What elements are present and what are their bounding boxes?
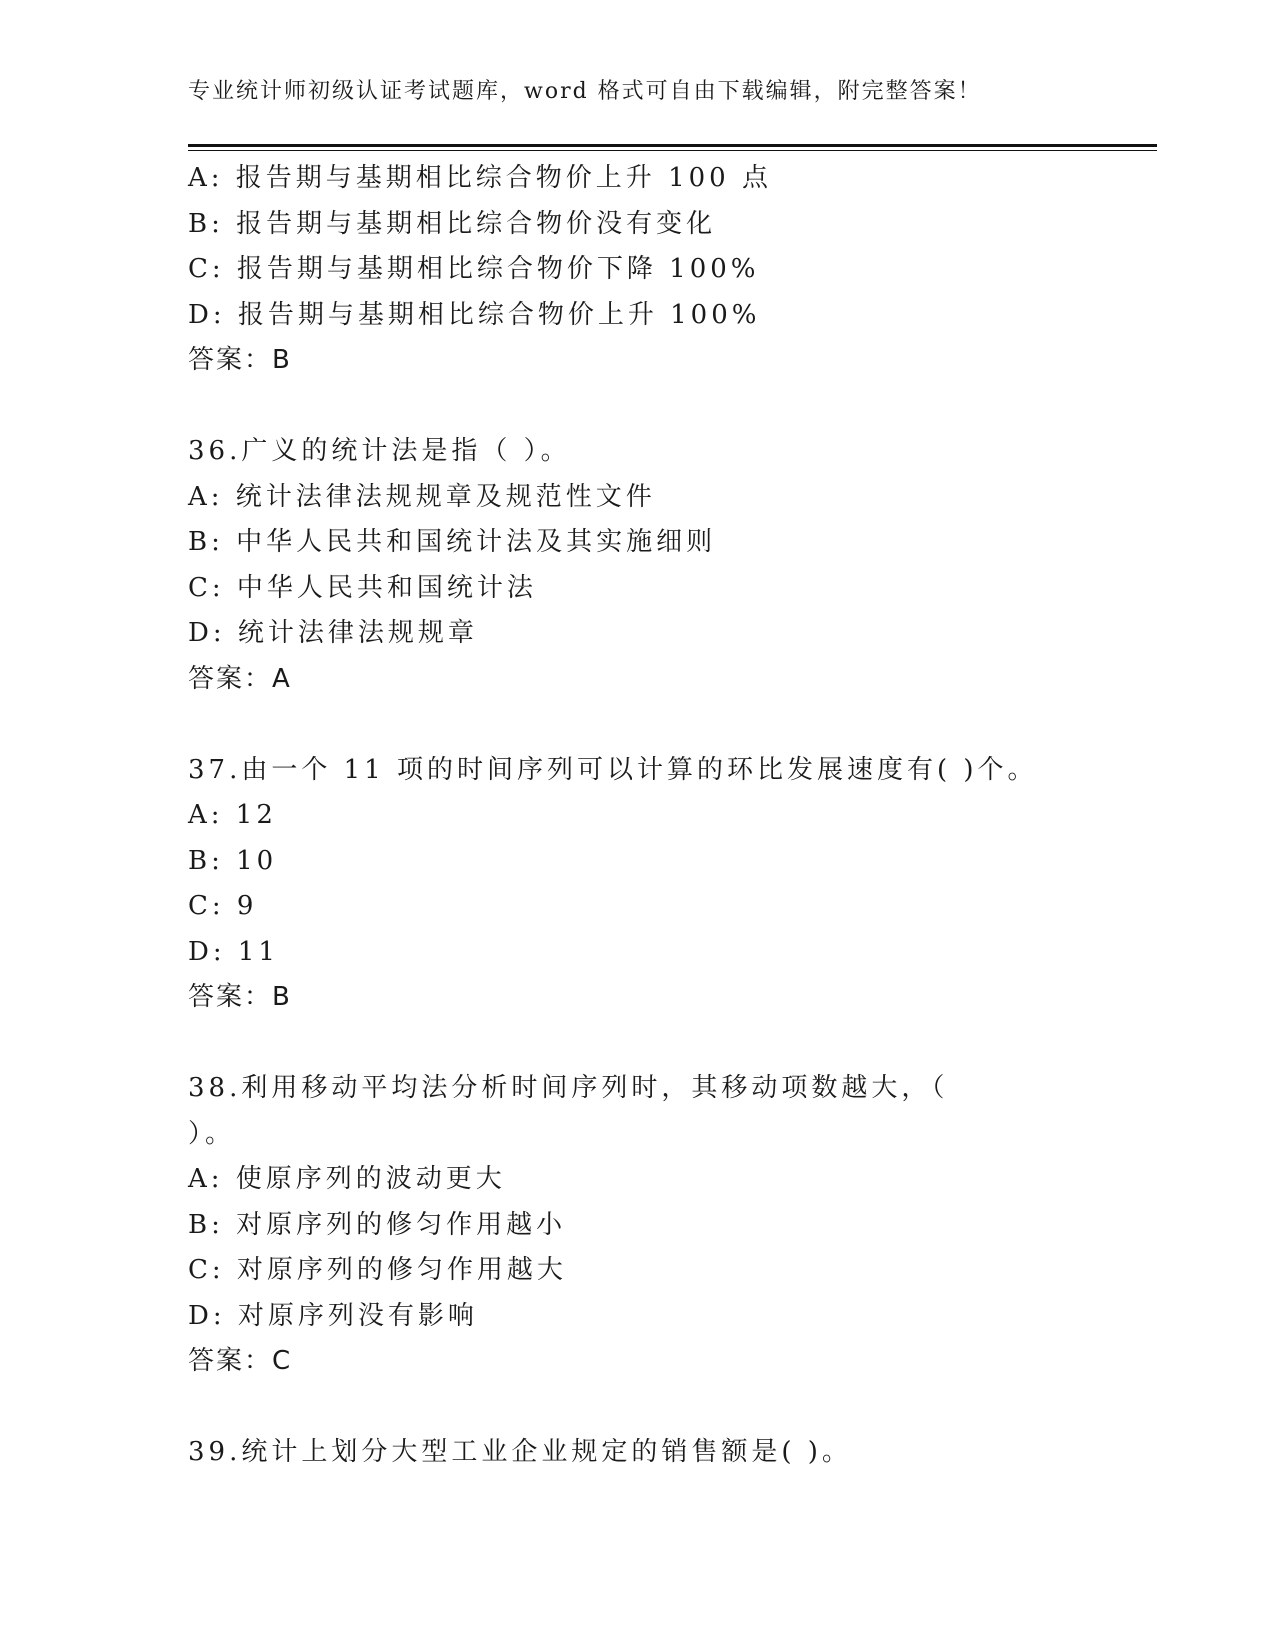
option-b: B: 对原序列的修匀作用越小 bbox=[188, 1209, 567, 1240]
question-text-continued: ）。 bbox=[188, 1118, 236, 1149]
question-35-block bbox=[188, 156, 1157, 384]
option-c: C: 中华人民共和国统计法 bbox=[188, 572, 537, 603]
option-a: A: 使原序列的波动更大 bbox=[188, 1164, 506, 1194]
question-39-block bbox=[188, 1430, 1157, 1476]
option-b: B: 中华人民共和国统计法及其实施细则 bbox=[188, 527, 717, 557]
option-d: D: 报告期与基期相比综合物价上升 100% bbox=[188, 299, 761, 330]
option-b: B: 报告期与基期相比综合物价没有变化 bbox=[188, 208, 717, 239]
answer-line: 答案：B bbox=[188, 345, 292, 375]
header-rule-thick bbox=[188, 144, 1157, 147]
answer-line: 答案：A bbox=[188, 663, 292, 694]
option-d: D: 对原序列没有影响 bbox=[188, 1300, 478, 1331]
answer-line: 答案：C bbox=[188, 1346, 293, 1376]
header-rule-thin bbox=[188, 150, 1157, 151]
option-a: A: 12 bbox=[188, 800, 277, 830]
question-text: 37.由一个 11 项的时间序列可以计算的环比发展速度有( )个。 bbox=[188, 754, 1038, 785]
question-text: 36.广义的统计法是指（ ）。 bbox=[188, 436, 571, 466]
spacer bbox=[188, 702, 1157, 748]
option-a: A: 报告期与基期相比综合物价上升 100 点 bbox=[188, 163, 772, 193]
option-d: D: 统计法律法规规章 bbox=[188, 618, 478, 648]
spacer bbox=[188, 384, 1157, 430]
option-a: A: 统计法律法规规章及规范性文件 bbox=[188, 481, 656, 512]
option-d: D: 11 bbox=[188, 936, 279, 967]
question-36-block bbox=[188, 429, 1157, 702]
question-list bbox=[188, 156, 1157, 1476]
option-b: B: 10 bbox=[188, 845, 278, 876]
answer-line: 答案：B bbox=[188, 982, 292, 1012]
question-37-block bbox=[188, 748, 1157, 1021]
question-text: 38.利用移动平均法分析时间序列时，其移动项数越大，（ bbox=[188, 1073, 949, 1103]
document-header: 专业统计师初级认证考试题库，word 格式可自由下载编辑，附完整答案！ bbox=[188, 79, 982, 104]
spacer bbox=[188, 1385, 1157, 1431]
question-38-block bbox=[188, 1066, 1157, 1385]
option-c: C: 9 bbox=[188, 891, 258, 921]
option-c: C: 对原序列的修匀作用越大 bbox=[188, 1255, 567, 1285]
question-text: 39.统计上划分大型工业企业规定的销售额是( )。 bbox=[188, 1437, 852, 1467]
spacer bbox=[188, 1021, 1157, 1067]
option-c: C: 报告期与基期相比综合物价下降 100% bbox=[188, 254, 760, 284]
